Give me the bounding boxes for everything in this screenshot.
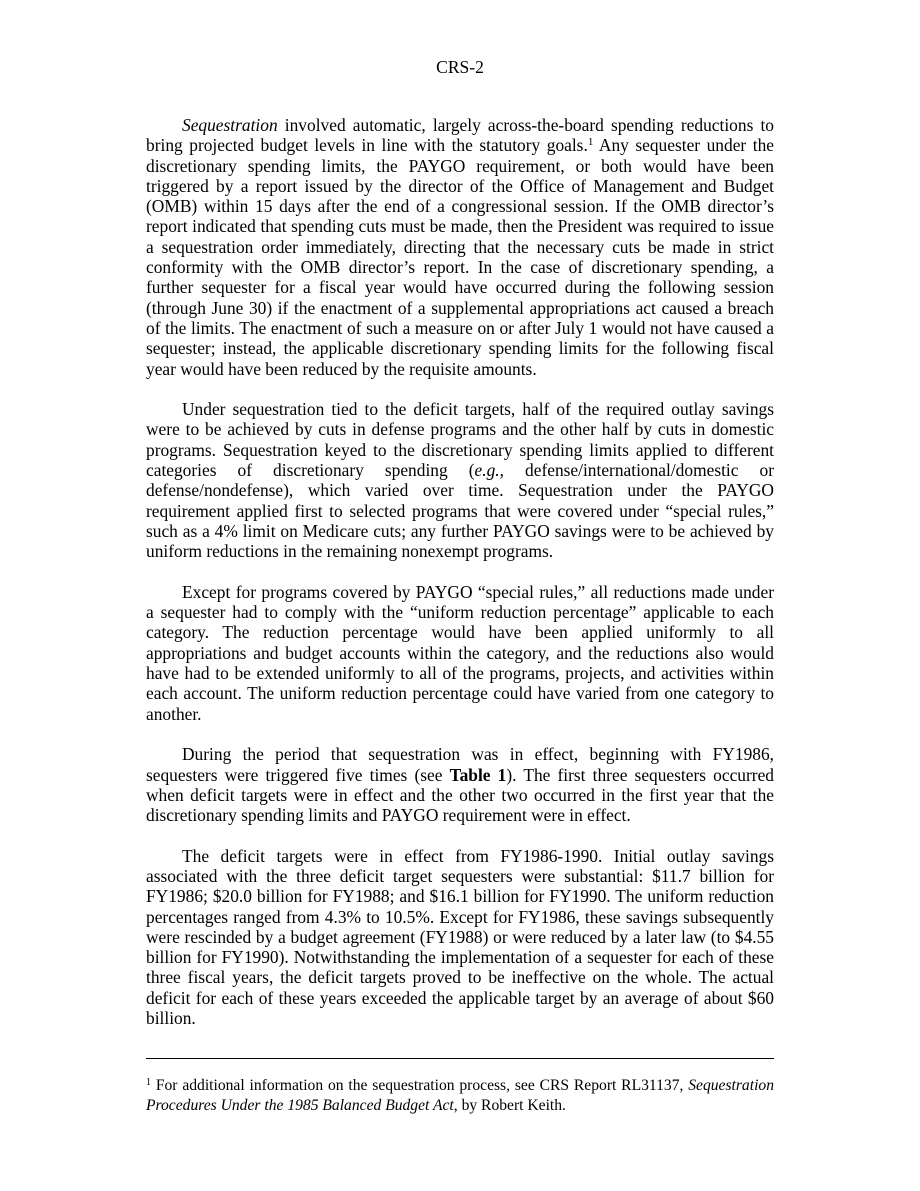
term-sequestration: Sequestration (182, 115, 278, 135)
footnote-text-b: , by Robert Keith. (453, 1097, 566, 1114)
document-body (146, 115, 774, 1049)
eg-abbreviation: e.g. (474, 460, 500, 481)
paragraph-5: The deficit targets were in effect from FY1986-1990. Initial outlay savings associated with the three deficit target sequesters were substantial: $11.7 billion for FY1986; $20.0 billion for FY1988; and $16.1 billion for FY1990. The uniform reduction percentages ranged from 4.3% to 10.5%. Except for FY1986, these savings subsequently were rescinded by a budget agreement (FY1988) or were reduced by a later law (to $4.55 billion for FY1990). Notwithstanding the implementation of a sequester for each of these three fiscal years, the deficit targets proved to be ineffective on the whole. The actual deficit for each of these years exceeded the applicable target by an average of about $60 billion. (146, 845, 774, 1029)
table-1-reference[interactable]: Table 1 (449, 764, 507, 785)
paragraph-4-text-b: ). The first three sequesters occurred when deficit targets were in effect and the other two occurred in the first year that the discretionary spending limits and PAYGO requirement were in effect. (146, 764, 774, 826)
paragraph-1 (146, 115, 774, 379)
paragraph-4-text-a: During the period that sequestration was in effect, beginning with FY1986, sequesters were triggered five times (see (146, 744, 774, 785)
paragraph-1-text-a: involved automatic, largely across-the-board spending reductions to bring projected budget levels in line with the statutory goals. (146, 115, 774, 156)
footnote-text-a: For additional information on the sequestration process, see CRS Report RL31137, (151, 1077, 689, 1094)
page-header: CRS-2 (436, 57, 484, 77)
footnote-reference[interactable]: 1 (587, 136, 594, 149)
footnote-divider (146, 1058, 774, 1059)
footnote (146, 1076, 774, 1116)
paragraph-2 (146, 399, 774, 561)
paragraph-1-text-b: Any sequester under the discretionary spending limits, the PAYGO requirement, or both would have been triggered by a report issued by the director of the Office of Management and Budget (OMB) within 15 days after the end of a congressional session. If the OMB director’s report indicated that spending cuts must be made, then the President was required to issue a sequestration order immediately, directing that the necessary cuts be made in strict conformity with the OMB director’s report. In the case of discretionary spending, a further sequester for a fiscal year would have occurred during the following session (through June 30) if the enactment of a supplemental appropriations act caused a breach of the limits. The enactment of such a measure on or after July 1 would not have caused a sequester; instead, the applicable discretionary spending limits for the following fiscal year would have been reduced by the requisite amounts. (146, 135, 774, 379)
paragraph-4 (146, 744, 774, 825)
paragraph-2-text-b: , defense/international/domestic or defense/nondefense), which varied over time. Sequestration under the PAYGO requirement applied first to selected programs that were covered under “special rules,” such as a 4% limit on Medicare cuts; any further PAYGO savings were to be achieved by uniform reductions in the remaining nonexempt programs. (146, 460, 774, 562)
paragraph-2-text-a: Under sequestration tied to the deficit targets, half of the required outlay savings were to be achieved by cuts in defense programs and the other half by cuts in domestic programs. Sequestration keyed to the discretionary spending limits applied to different categories of discretionary spending ( (146, 399, 774, 481)
paragraph-3: Except for programs covered by PAYGO “special rules,” all reductions made under a sequester had to comply with the “uniform reduction percentage” applicable to each category. The reduction percentage would have been applied uniformly to all appropriations and budget accounts within the category, and the reductions also would have had to be extended uniformly to all of the programs, projects, and activities within each account. The uniform reduction percentage could have varied from one category to another. (146, 581, 774, 724)
footnote-report-title: Sequestration Procedures Under the 1985 Balanced Budget Act (146, 1077, 774, 1114)
footnote-marker: 1 (146, 1077, 151, 1088)
